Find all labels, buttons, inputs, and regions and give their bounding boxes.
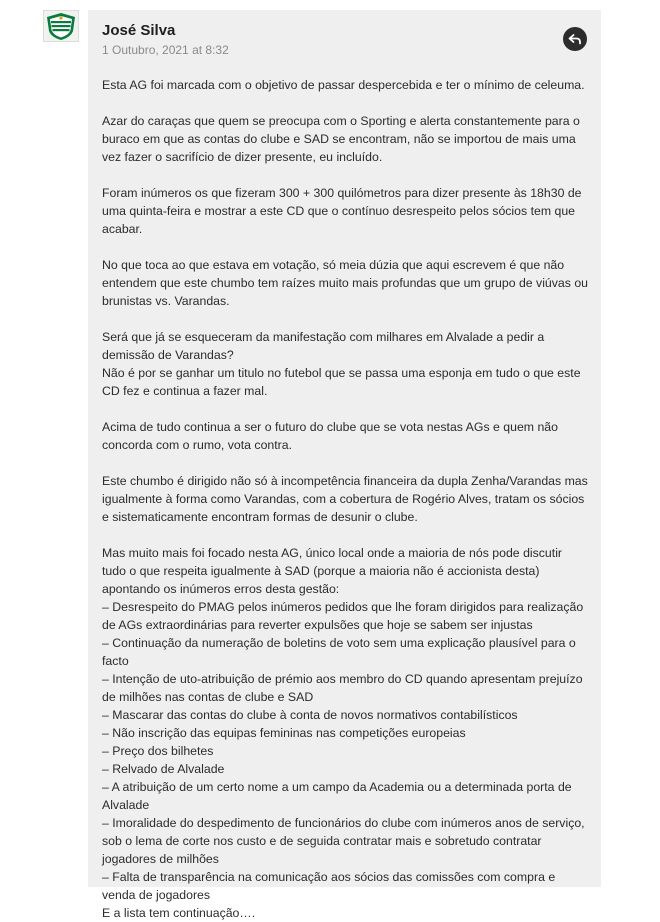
list-item: – Imoralidade do despedimento de funcionários do clube com inúmeros anos de serviço, sob o lema de corte nos custo e de seguida contratar mais e sobretudo contratar jogadores de milhões [102, 816, 585, 866]
list-item: – Intenção de uto-atribuição de prémio aos membro do CD quando apresentam prejuízo de milhões nas contas de clube e SAD [102, 672, 583, 704]
closing-line: E a lista tem continuação…. [102, 906, 256, 920]
comment-paragraph: Será que já se esqueceram da manifestação com milhares em Alvalade a pedir a demissão de Varandas? [102, 330, 545, 362]
grievance-list [102, 598, 589, 922]
comment-paragraph: No que toca ao que estava em votação, só meia dúzia que aqui escrevem é que não entendem que este chumbo tem raízes muito mais profundas que um grupo de viúvas ou brunistas vs. Varandas. [102, 258, 589, 308]
comment-paragraph: Mas muito mais foi focado nesta AG, único local onde a maioria de nós pode discutir tudo o que respeita igualmente à SAD (porque a maioria não é accionista desta) apontando os inúmeros erros desta gestão: [102, 546, 563, 596]
comment-paragraph: Azar do caraças que quem se preocupa com o Sporting e alerta constantemente para o buraco em que as contas do clube e SAD se encontram, não se importou de mais uma vez fazer o sacrifício de dizer presente, eu incluído. [102, 114, 580, 164]
author-name[interactable]: José Silva [102, 22, 176, 39]
club-crest-icon [44, 11, 78, 41]
reply-icon [568, 32, 582, 46]
list-item: – Continuação da numeração de boletins de voto sem uma explicação plausível para o facto [102, 636, 576, 668]
comment-paragraph: Foram inúmeros os que fizeram 300 + 300 quilómetros para dizer presente às 18h30 de uma quinta-feira e mostrar a este CD que o contínuo desrespeito pelos sócios tem que acabar. [102, 186, 582, 236]
list-item: – A atribuição de um certo nome a um campo da Academia ou a determinada porta de Alvalade [102, 780, 572, 812]
comment-paragraph: Não é por se ganhar um titulo no futebol que se passa uma esponja em tudo o que este CD fez e continua a fazer mal. [102, 366, 581, 398]
comment-paragraph: Este chumbo é dirigido não só à incompetência financeira da dupla Zenha/Varandas mas igualmente à forma como Varandas, com a cobertura de Rogério Alves, tratam os sócios e sistematicamente encontram formas de desunir o clube. [102, 474, 588, 524]
comment-date[interactable]: 1 Outubro, 2021 at 8:32 [102, 43, 229, 57]
list-item: – Preço dos bilhetes [102, 744, 214, 758]
list-item: – Falta de transparência na comunicação aos sócios das comissões com compra e venda de jogadores [102, 870, 556, 902]
comment-paragraph: Esta AG foi marcada com o objetivo de passar despercebida e ter o mínimo de celeuma. [102, 78, 585, 92]
comment-body [102, 76, 589, 922]
reply-button[interactable] [563, 27, 587, 51]
list-item: – Mascarar das contas do clube à conta de novos normativos contabilísticos [102, 708, 518, 722]
list-item: – Desrespeito do PMAG pelos inúmeros pedidos que lhe foram dirigidos para realização de AGs extraordinárias para reverter expulsões que hoje se sabem ser injustas [102, 600, 584, 632]
comment-paragraph: Acima de tudo continua a ser o futuro do clube que se vota nestas AGs e quem não concorda com o rumo, vota contra. [102, 420, 558, 452]
avatar[interactable] [43, 10, 79, 42]
list-item: – Não inscrição das equipas femininas nas competições europeias [102, 726, 466, 740]
list-item: – Relvado de Alvalade [102, 762, 225, 776]
comment-card [88, 10, 601, 920]
